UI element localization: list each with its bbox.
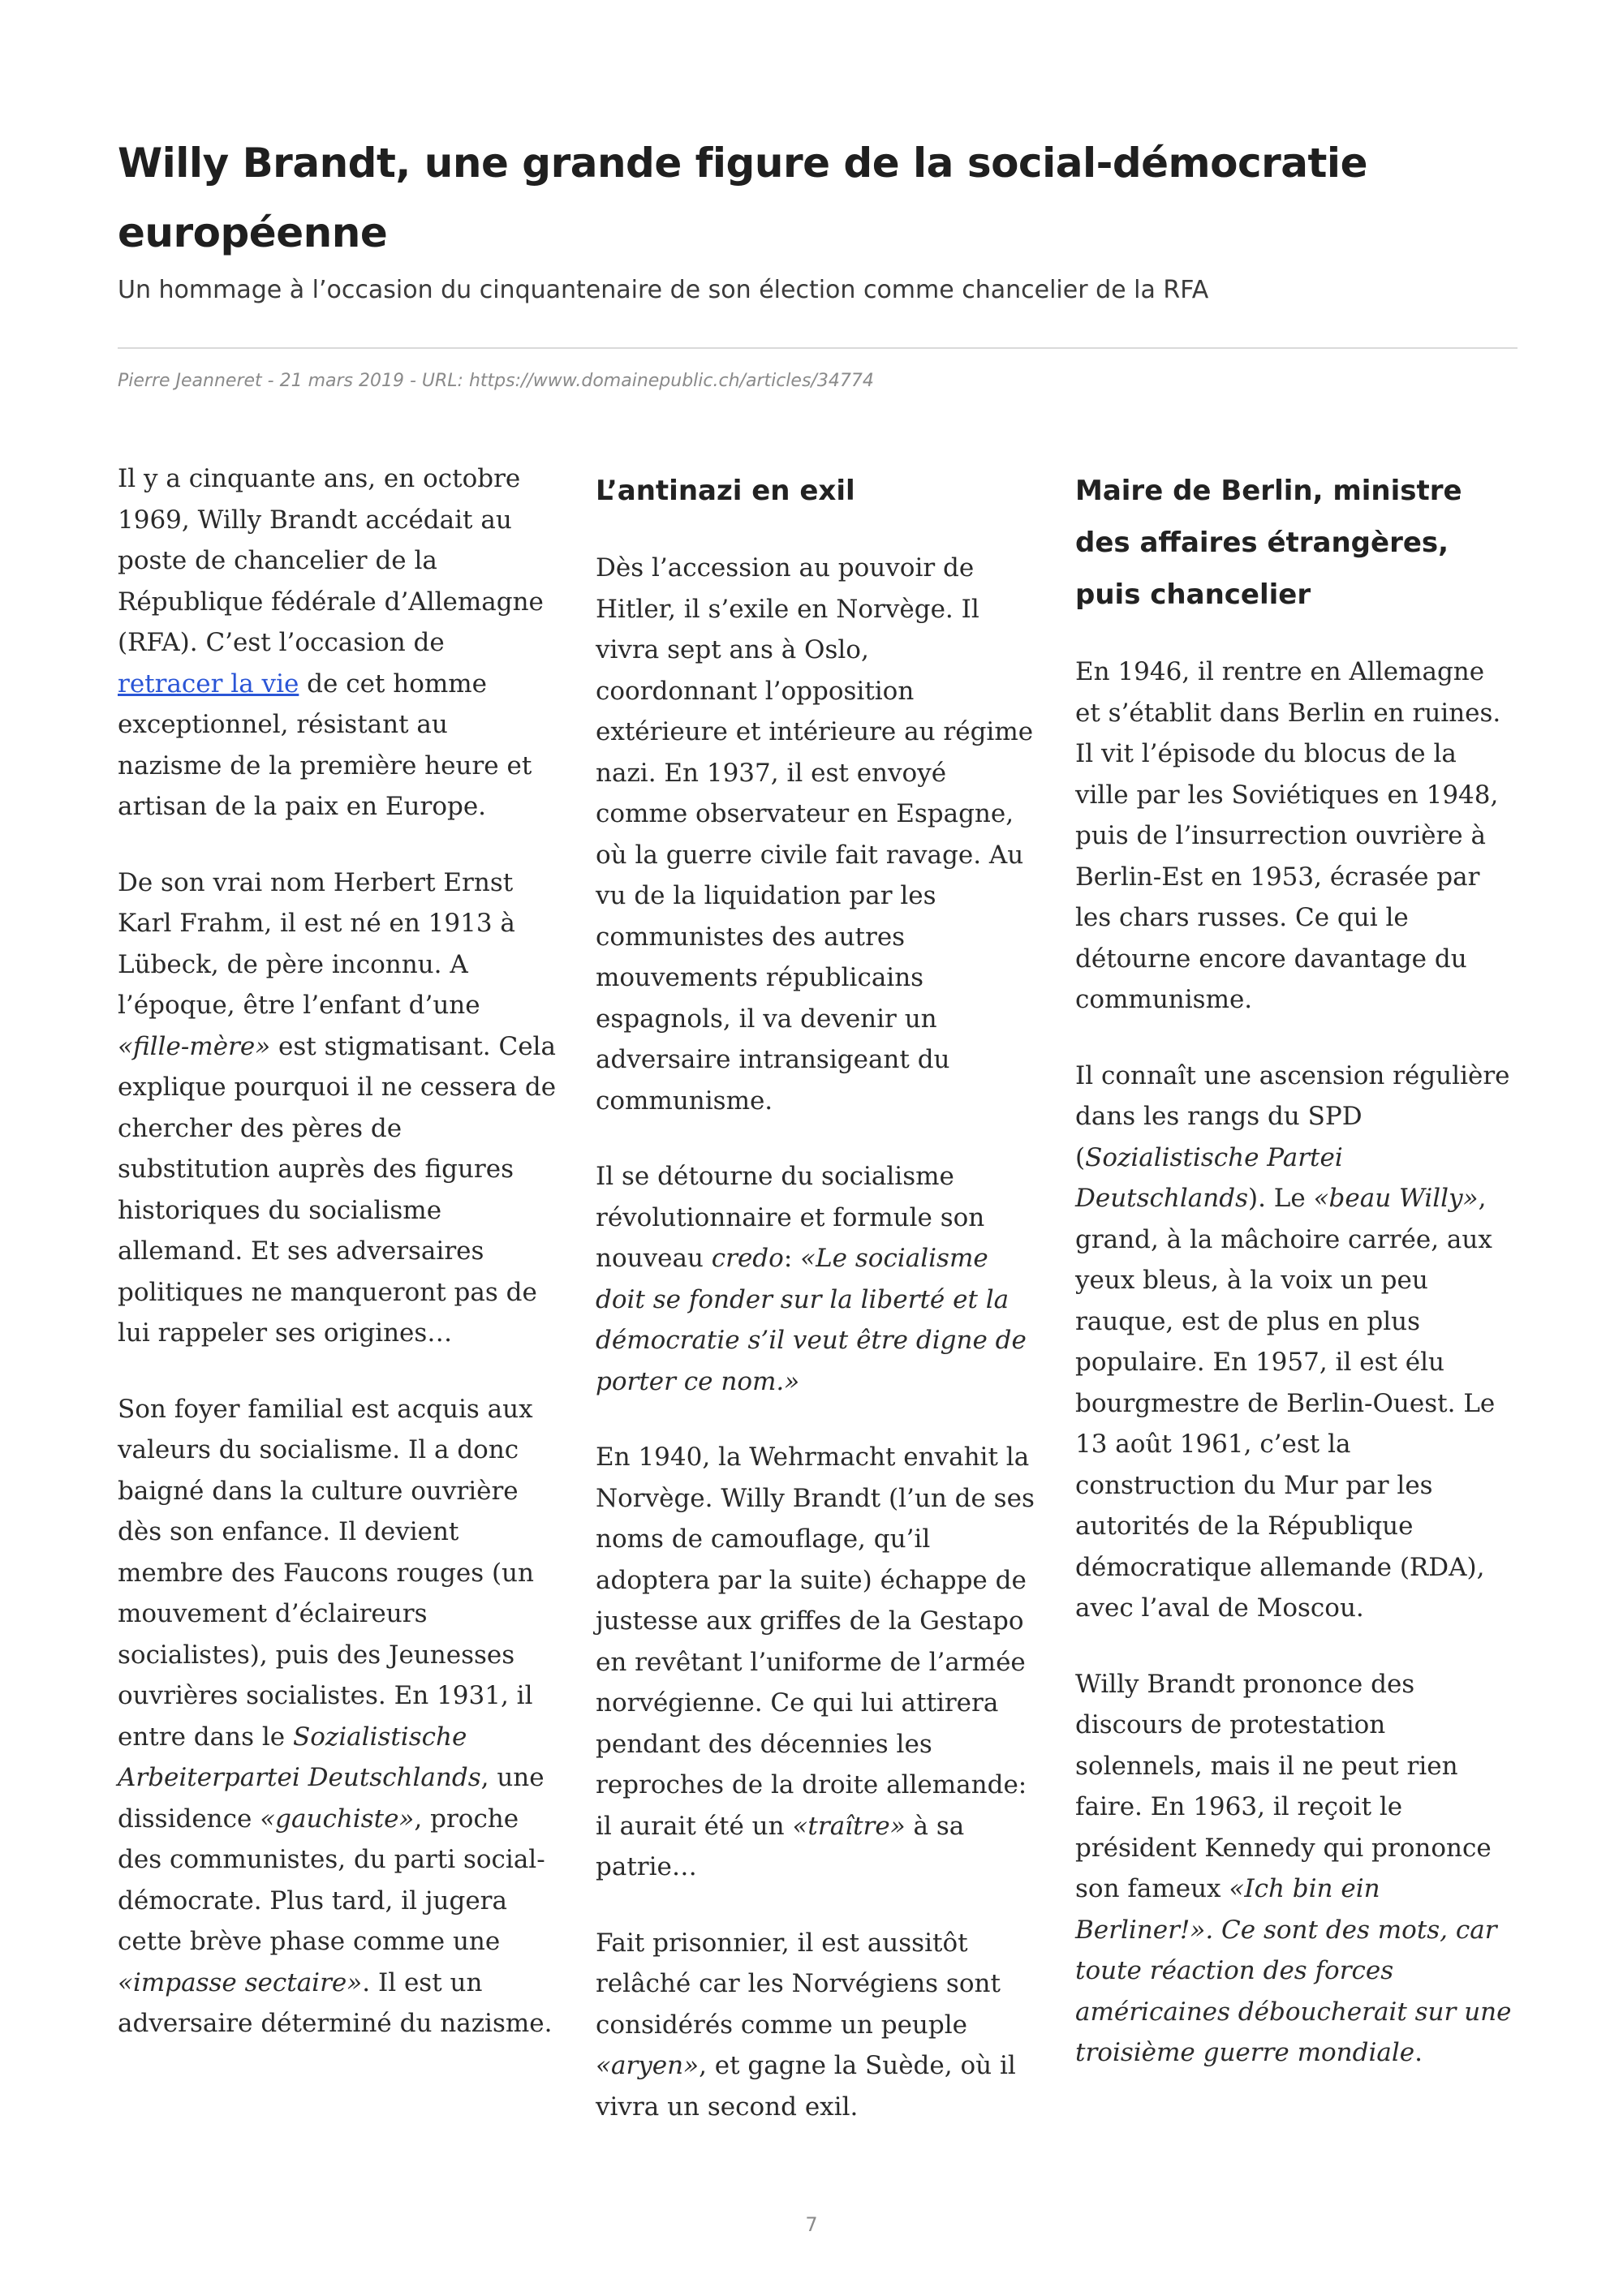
retracer-la-vie-link[interactable]: retracer la vie bbox=[118, 669, 299, 699]
paragraph: Dès l’accession au pouvoir de Hitler, il s’exile en Norvège. Il vivra sept ans à Oslo, coordonnant l’opposition extérieure et intérieure au régime nazi. En 1937, il est envoyé comme observateur en Espagne, où la guerre civile fait ravage. Au vu de la liquidation par les communistes des autres mouvements républicains espagnols, il va devenir un adversaire intransigeant du communisme. bbox=[596, 553, 1034, 1116]
italic-run: «gauchiste» bbox=[260, 1804, 415, 1834]
text-run: Il se détourne du socialisme révolutionnaire et formule son nouveau bbox=[596, 1162, 985, 1273]
text-run: est stigmatisant. Cela explique pourquoi il ne cessera de chercher des pères de substitution auprès des figures historiques du socialisme allemand. Et ses adversaires politiques ne manqueront pas de lui rappeler ses origines… bbox=[118, 1031, 557, 1348]
italic-run: «aryen» bbox=[596, 2051, 700, 2080]
italic-run: «Ich bin ein Berliner!». Ce sont des mots, car toute réaction des forces américaines déboucherait sur une troisième guerre mondiale bbox=[1075, 1874, 1512, 2067]
paragraph bbox=[596, 1437, 1035, 1888]
text-run: à sa patrie… bbox=[596, 1811, 965, 1881]
page-number: 7 bbox=[805, 2213, 818, 2236]
text-run: Son foyer familial est acquis aux valeurs du socialisme. Il a donc baigné dans la culture ouvrière dès son enfance. Il devient membre des Faucons rouges (un mouvement d’éclaireurs socialistes), puis des Jeunesses ouvrières socialistes. En 1931, il entre dans le bbox=[118, 1394, 534, 1752]
text-run: . bbox=[1414, 2038, 1423, 2067]
text-run: Willy Brandt prononce des discours de protestation solennels, mais il ne peut rien faire. En 1963, il reçoit le président Kennedy qui prononce son fameux bbox=[1075, 1669, 1492, 1903]
column-1 bbox=[118, 458, 558, 2079]
text-run: , grand, à la mâchoire carrée, aux yeux bleus, à la voix un peu rauque, est de plus en plus populaire. En 1957, il est élu bourgmestre de Berlin-Ouest. Le 13 août 1961, c’est la construction du Mur par les autorités de la République démocratique allemande (RDA), avec l’aval de Moscou. bbox=[1075, 1184, 1496, 1623]
text-run: Il y a cinquante ans, en octobre 1969, Willy Brandt accédait au poste de chancelier de la République fédérale d’Allemagne (RFA). C’est l’occasion de bbox=[118, 464, 544, 657]
header-divider bbox=[118, 347, 1518, 349]
italic-run: «impasse sectaire» bbox=[118, 1967, 363, 1997]
article-title: Willy Brandt, une grande figure de la social-démocratie européenne bbox=[118, 140, 1367, 256]
article-subtitle: Un hommage à l’occasion du cinquantenaire de son élection comme chancelier de la RFA bbox=[118, 276, 1209, 304]
italic-run: Sozialistische Partei Deutschlands bbox=[1075, 1142, 1343, 1213]
text-run: , une dissidence bbox=[118, 1763, 545, 1834]
italic-run: «beau Willy» bbox=[1313, 1184, 1479, 1213]
italic-run: «fille-mère» bbox=[118, 1031, 271, 1061]
column-2 bbox=[596, 458, 1035, 2162]
text-run: , proche des communistes, du parti social-démocrate. Plus tard, il jugera cette brève phase comme une bbox=[118, 1804, 545, 1956]
text-run: De son vrai nom Herbert Ernst Karl Frahm, il est né en 1913 à Lübeck, de père inconnu. A l’époque, être l’enfant d’une bbox=[118, 867, 515, 1020]
text-run: de cet homme exceptionnel, résistant au nazisme de la première heure et artisan de la paix en Europe. bbox=[118, 669, 532, 821]
paragraph bbox=[596, 1923, 1035, 2128]
text-run: Fait prisonnier, il est aussitôt relâché car les Norvégiens sont considérés comme un peuple bbox=[596, 1928, 1001, 2040]
text-run: . Il est un adversaire déterminé du nazisme. bbox=[118, 1967, 553, 2038]
italic-run: credo bbox=[711, 1244, 784, 1273]
text-run: , et gagne la Suède, où il vivra un second exil. bbox=[596, 2051, 1016, 2122]
paragraph: En 1946, il rentre en Allemagne et s’établit dans Berlin en ruines. Il vit l’épisode du blocus de la ville par les Soviétiques en 1948, puis de l’insurrection ouvrière à Berlin-Est en 1953, écrasée par les chars russes. Ce qui le détourne encore davantage du communisme. bbox=[1075, 657, 1501, 1014]
article-meta: Pierre Jeanneret - 21 mars 2019 - URL: https://www.domainepublic.ch/articles/34774 bbox=[118, 371, 874, 391]
paragraph bbox=[1075, 1664, 1515, 2074]
italic-run: Sozialistische Arbeiterpartei Deutschlands bbox=[118, 1722, 481, 1792]
section-heading: L’antinazi en exil bbox=[596, 475, 855, 507]
paragraph bbox=[596, 1156, 1035, 1402]
text-run: Il connaît une ascension régulière dans les rangs du SPD ( bbox=[1075, 1060, 1510, 1172]
paragraph bbox=[118, 1389, 558, 2044]
paragraph bbox=[1075, 1056, 1515, 1629]
section-heading: Maire de Berlin, ministre des affaires étrangères, puis chancelier bbox=[1075, 475, 1462, 611]
text-run: ). Le bbox=[1247, 1184, 1314, 1213]
italic-run: «Le socialisme doit se fonder sur la liberté et la démocratie s’il veut être digne de porter ce nom.» bbox=[596, 1244, 1027, 1396]
column-3 bbox=[1075, 458, 1515, 2109]
paragraph bbox=[118, 862, 558, 1354]
italic-run: «traître» bbox=[792, 1811, 906, 1841]
text-run: En 1940, la Wehrmacht envahit la Norvège. Willy Brandt (l’un de ses noms de camouflage, qu’il adoptera par la suite) échappe de justesse aux griffes de la Gestapo en revêtant l’uniforme de l’armée norvégienne. Ce qui lui attirera pendant des décennies les reproches de la droite allemande: il aurait été un bbox=[596, 1443, 1035, 1841]
text-run: : bbox=[783, 1244, 801, 1273]
paragraph bbox=[118, 458, 558, 828]
